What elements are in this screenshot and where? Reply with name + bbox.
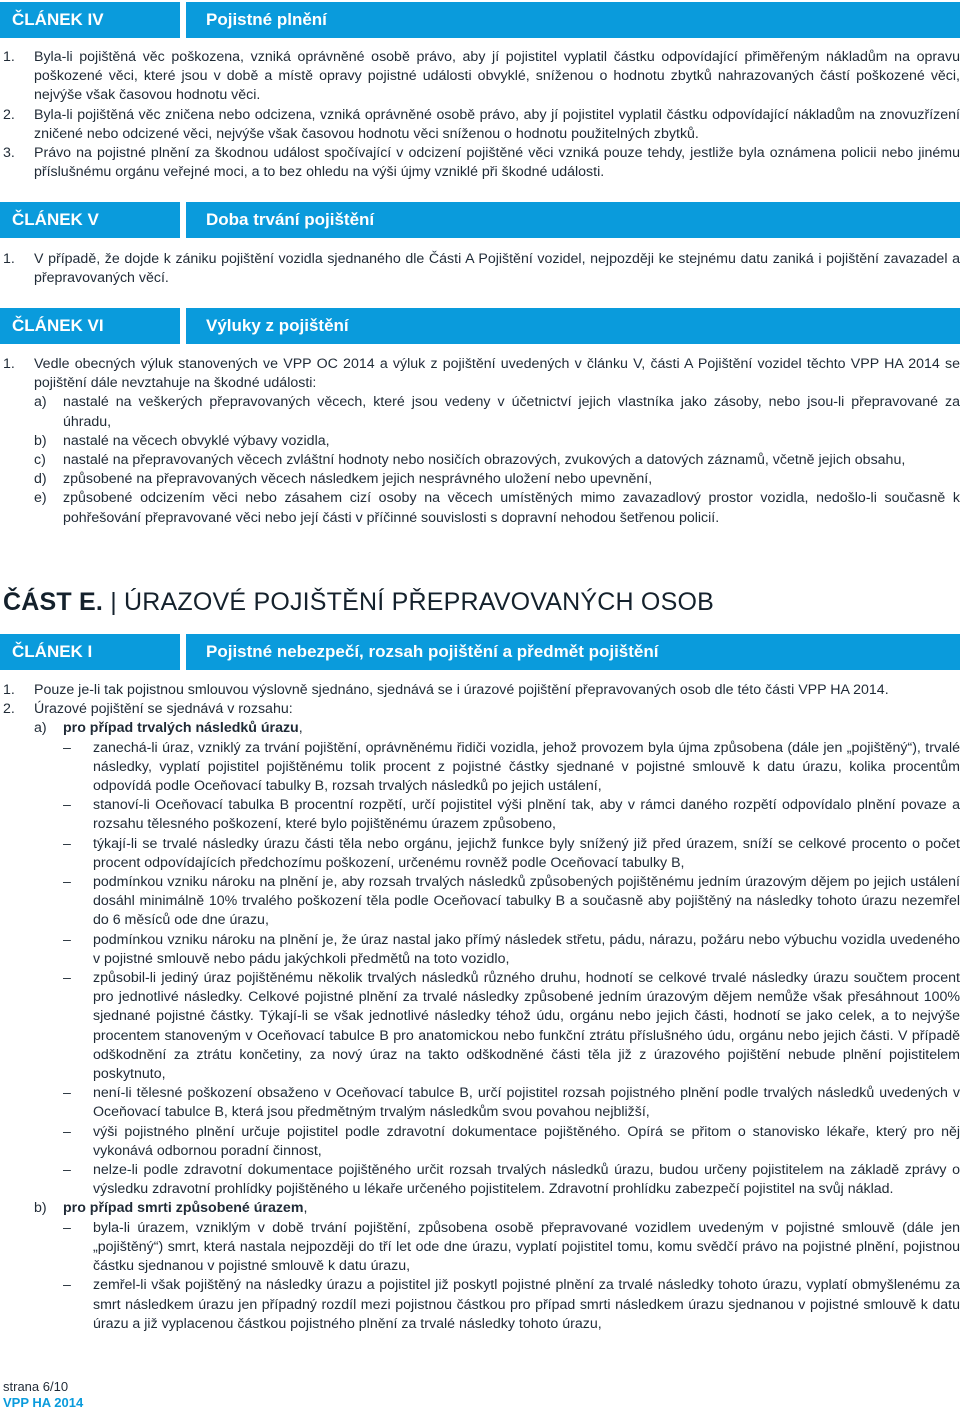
dash-item bbox=[0, 835, 960, 873]
article-header bbox=[0, 308, 960, 344]
dash-text: zanechá-li úraz, vzniklý za trvání pojištění, oprávněnému řidiči vozidla, jehož provozem byla újma způsobena (dále jen „pojištěný“), trvalé následky, vyplatí pojistitel pojištěnému tolik procent z pojistné částky sjednané v pojistné smlouvě k datu úrazu, kolika procentům odpovídá podle Oceňovací tabulky B, rozsah trvalých následků po jejich ustálení, bbox=[93, 739, 960, 795]
dash-item bbox=[0, 873, 960, 931]
part-title: ÚRAZOVÉ POJIŠTĚNÍ PŘEPRAVOVANÝCH OSOB bbox=[124, 588, 714, 616]
dash-text: způsobil-li jediný úraz pojištěnému několik trvalých následků různého druhu, hodnotí se celkové trvalé následky úrazu součtem procent pro jednotlivé následky. Celkové pojistné plnění za trvalé následky způsobené jedním úrazovým dějem nemůže však přesáhnout 100% sjednané pojistné částky. Týkají-li se však jednotlivé následky téhož údu, orgánu nebo jejich části, hodnotí se jako celek, a to nejvýše procentem stanoveným v Oceňovací tabulce B pro anatomickou nebo funkční ztrátu příslušného údu, orgánu nebo jejich části. V případě odškodnění za ztrátu končetiny, za nový úraz na takto odškodněné části těla již z úrazového pojištění nebude plnění pojistitelem poskytnuto, bbox=[93, 970, 960, 1083]
dash-bullet: – bbox=[63, 874, 71, 891]
article-vi bbox=[0, 308, 960, 344]
article-title: Pojistné plnění bbox=[186, 2, 960, 38]
article-header bbox=[0, 634, 960, 670]
article-title: Výluky z pojištění bbox=[186, 308, 960, 344]
dash-text: podmínkou vzniku nároku na plnění je, aby rozsah trvalých následků způsobených pojištěnému jedním úrazovým dějem po jejich ustálení dosáhl minimálně 10% trvalého poškození těla podle Oceňovací tabulky B a současně aby pojištěný na následky tohoto úrazu nezemřel do 6 měsíců ode dne úrazu, bbox=[93, 874, 960, 929]
dash-bullet: – bbox=[63, 970, 71, 987]
dash-text: podmínkou vzniku nároku na plnění je, že úraz nastal jako přímý následek střetu, pádu, nárazu, požáru nebo výbuchu vozidla uvedeného v pojistné smlouvě nebo pádu jakýchkoli předmětů na toto vozidlo, bbox=[93, 931, 960, 967]
dash-item bbox=[0, 739, 960, 797]
dash-item bbox=[0, 931, 960, 969]
dash-text: výši pojistného plnění určuje pojistitel podle zdravotní dokumentace pojištěného. Opírá se přitom o stanovisko lékaře, který pro něj vykonává odbornou poradní činnost, bbox=[93, 1123, 960, 1159]
dash-item bbox=[0, 1219, 960, 1277]
article-v bbox=[0, 202, 960, 238]
dash-bullet: – bbox=[63, 1123, 71, 1140]
list-item: 1. Vedle obecných výluk stanovených ve VPP OC 2014 a výluk z pojištění uvedených v článku V, části A Pojištění vozidel těchto VPP HA 2014 se pojištění dále nevztahuje na škodné události: bbox=[3, 356, 960, 392]
sub-item: b) nastalé na věcech obvyklé výbavy vozidla, bbox=[34, 432, 330, 449]
article-title: Pojistné nebezpečí, rozsah pojištění a předmět pojištění bbox=[186, 634, 960, 670]
part-number: ČÁST E. bbox=[3, 588, 104, 616]
list-item: 2. Byla-li pojištěná věc zničena nebo odcizena, vzniká oprávněné osobě právo, aby jí pojistitel vyplatil částku odpovídající nákladům na znovuzřízení zničené nebo odcizené věci, nejvýše však časovou hodnotu věci sníženou o hodnotu použitelných zbytků. bbox=[3, 106, 960, 142]
dash-item bbox=[0, 1161, 960, 1199]
sub-item: e) způsobené odcizením věci nebo zásahem cizí osoby na věcech umístěných mimo zavazadlový prostor vozidla, nedošlo-li současně k pohřešování přepravované věci nebo její části v příčinné souvislosti s dopravní nehodou šetřenou policií. bbox=[34, 490, 960, 526]
dash-item bbox=[0, 969, 960, 1084]
dash-text: stanoví-li Oceňovací tabulka B procentní rozpětí, určí pojistitel výši plnění tak, aby v rámci daného rozpětí odpovídalo plnění povaze a rozsahu tělesného poškození, které bylo pojištěnému úrazem způsobeno, bbox=[93, 797, 960, 833]
article-i bbox=[0, 634, 960, 670]
article-i-body bbox=[0, 681, 960, 1334]
article-label: ČLÁNEK IV bbox=[0, 2, 180, 38]
article-v-body bbox=[0, 250, 960, 288]
page-footer bbox=[3, 1379, 83, 1411]
dash-list bbox=[0, 739, 960, 1200]
list-item: 1. Pouze je-li tak pojistnou smlouvou výslovně sjednáno, sjednává se i úrazové pojištění přepravovaných osob dle této části VPP HA 2014. bbox=[3, 682, 889, 698]
article-header bbox=[0, 2, 960, 38]
sub-item: c) nastalé na přepravovaných věcech zvláštní hodnoty nebo nosičích obrazových, zvukových a datových záznamů, včetně jejich obsahu, bbox=[34, 452, 906, 469]
dash-item bbox=[0, 1123, 960, 1161]
sub-item: a) nastalé na veškerých přepravovaných věcech, které jsou vedeny v účetnictví jejich vlastníka jako zásoby, nebo jsou-li přepravované za úhradu, bbox=[34, 394, 960, 430]
dash-item bbox=[0, 796, 960, 834]
list-item: 1. V případě, že dojde k zániku pojištění vozidla sjednaného dle Části A Pojištění vozidel, nejpozději ke stejnému datu zaniká i pojištění zavazadel a přepravovaných věcí. bbox=[3, 251, 960, 287]
dash-bullet: – bbox=[63, 835, 71, 852]
article-title: Doba trvání pojištění bbox=[186, 202, 960, 238]
list-item: 3. Právo na pojistné plnění za škodnou událost spočívající v odcizení pojištěné věci vzniká pouze tehdy, jestliže byla oznámena policii nebo jinému příslušnému orgánu veřejné moci, a to bez ohledu na výši újmy vzniklé při škodné události. bbox=[3, 145, 960, 181]
dash-item bbox=[0, 1276, 960, 1334]
sub-item: d) způsobené na přepravovaných věcech následkem jejich nesprávného uložení nebo upevnění, bbox=[34, 471, 653, 488]
dash-list bbox=[0, 1219, 960, 1334]
dash-text: týkají-li se trvalé následky úrazu části těla nebo orgánu, jejichž funkce byly snížený již před úrazem, sníží se celkové procento o počet procent odpovídajících předchozímu poškození, určenému rovněž podle Oceňovací tabulky B, bbox=[93, 835, 960, 871]
article-iv-body bbox=[0, 48, 960, 182]
article-header bbox=[0, 202, 960, 238]
dash-text: není-li tělesné poškození obsaženo v Oceňovací tabulce B, určí pojistitel rozsah pojistného plnění podle trvalých následků uvedených v Oceňovací tabulce B, která jsou předmětným trvalým následkům svou povahou nejbližší, bbox=[93, 1085, 960, 1121]
dash-bullet: – bbox=[63, 1219, 71, 1236]
article-label: ČLÁNEK VI bbox=[0, 308, 180, 344]
dash-bullet: – bbox=[63, 1162, 71, 1179]
article-vi-body bbox=[0, 355, 960, 528]
part-separator: | bbox=[110, 588, 117, 616]
page-number: strana 6/10 bbox=[3, 1379, 69, 1394]
dash-bullet: – bbox=[63, 931, 71, 948]
sub-item: b) pro případ smrti způsobené úrazem, bbox=[34, 1200, 308, 1217]
article-label: ČLÁNEK I bbox=[0, 634, 180, 670]
dash-bullet: – bbox=[63, 797, 71, 814]
article-label: ČLÁNEK V bbox=[0, 202, 180, 238]
list-item: 1. Byla-li pojištěná věc poškozena, vzniká oprávněné osobě právo, aby jí pojistitel vyplatil částku odpovídající přiměřeným nákladům na opravu poškozené věci, které jsou v době a místě opravy pojistné události obvyklé, sníženou o hodnotu zbytků nahrazovaných částí poškozené věci, nejvýše však časovou hodnotu věci. bbox=[3, 49, 960, 104]
dash-text: byla-li úrazem, vzniklým v době trvání pojištění, způsobena osobě přepravované vozidlem uvedeným v pojistné smlouvě (dále jen „pojištěný“) smrt, která nastala nejpozději do tří let ode dne úrazu, vyplatí pojistitel tomu, komu svědčí právo na pojistné plnění, pojistnou částku sjednanou v pojistné smlouvě k datu úrazu, bbox=[93, 1219, 960, 1275]
document-code: VPP HA 2014 bbox=[3, 1395, 84, 1410]
dash-bullet: – bbox=[63, 1085, 71, 1102]
part-heading bbox=[3, 587, 714, 617]
dash-item bbox=[0, 1084, 960, 1122]
list-item: 2. Úrazové pojištění se sjednává v rozsahu: bbox=[3, 701, 293, 718]
dash-text: nelze-li podle zdravotní dokumentace pojištěného určit rozsah trvalých následků úrazu, budou určeny pojistitelem na základě zprávy o výsledku zdravotní prohlídky pojištěného u lékaře určeného pojistitelem. Zdravotní prohlídku zabezpečí pojistitel na svůj náklad. bbox=[93, 1162, 960, 1198]
sub-item: a) pro případ trvalých následků úrazu, bbox=[34, 720, 303, 737]
dash-text: zemřel-li však pojištěný na následky úrazu a pojistitel již poskytl pojistné plnění za trvalé následky tohoto úrazu, vyplatí obmyšlenému za smrt následkem úrazu jen případný rozdíl mezi pojistnou částkou pro případ smrti následkem úrazu sjednanou v pojistné smlouvě k datu úrazu a již vyplacenou částkou pojistného plnění za trvalé následky tohoto úrazu, bbox=[93, 1277, 960, 1332]
dash-bullet: – bbox=[63, 739, 71, 756]
dash-bullet: – bbox=[63, 1277, 71, 1294]
article-iv bbox=[0, 2, 960, 38]
